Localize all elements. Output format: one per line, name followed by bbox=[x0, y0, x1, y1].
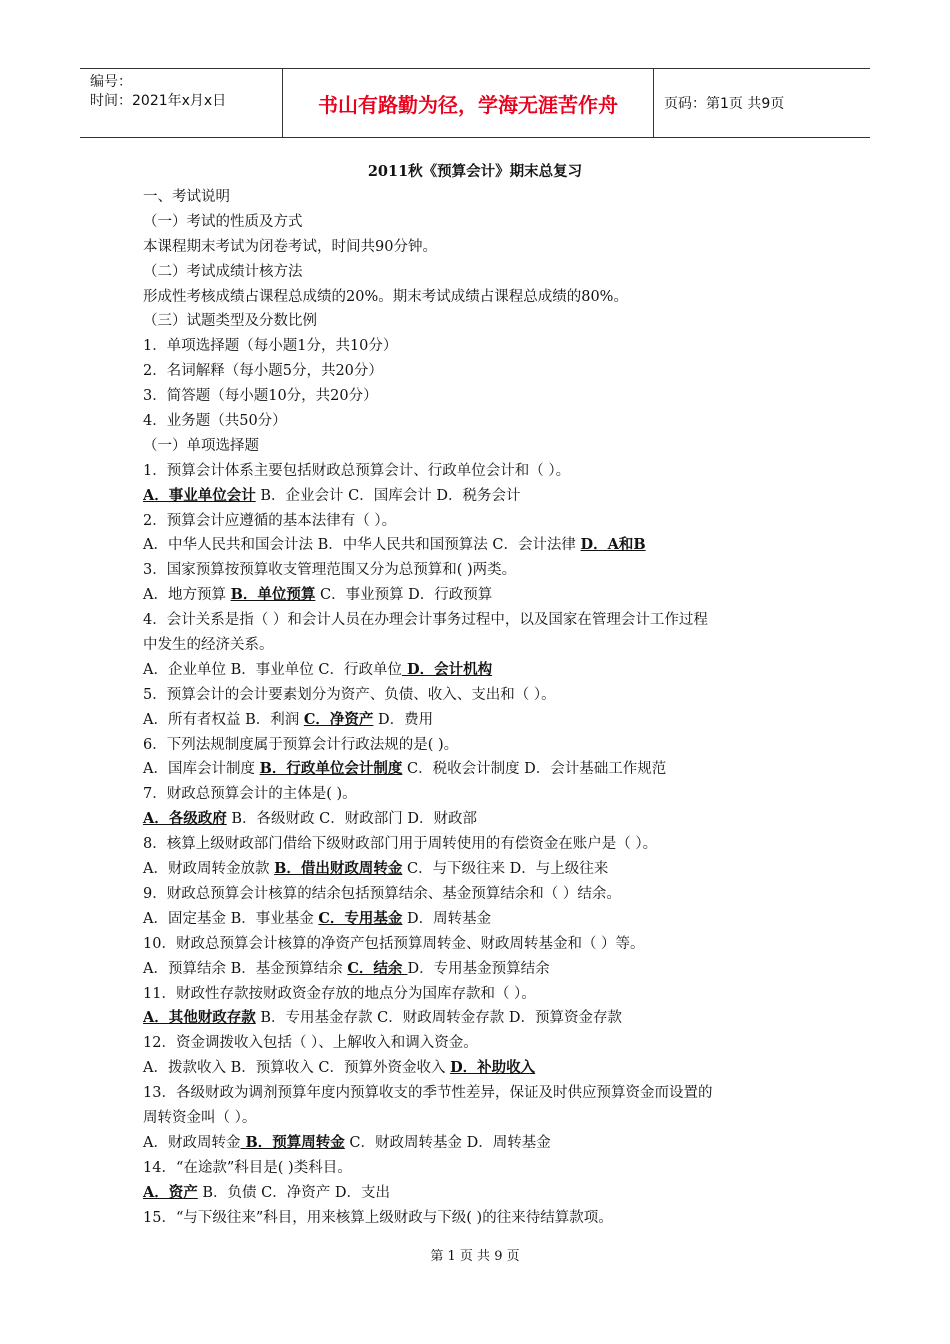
answer-option-text: A．企业单位 B．事业单位 C．行政单位 bbox=[143, 661, 402, 678]
text-line: 5．预算会计的会计要素划分为资产、负债、收入、支出和（ ）。 bbox=[143, 686, 556, 703]
answer-option-text: B．各级财政 C．财政部门 D．财政部 bbox=[226, 811, 477, 828]
answer-option-text: A．所有者权益 B．利润 bbox=[143, 711, 304, 728]
text-line: 3．简答题（每小题10分，共20分） bbox=[143, 388, 378, 405]
text-line: 10．财政总预算会计核算的净资产包括预算周转金、财政周转基金和（ ）等。 bbox=[143, 935, 645, 952]
header-motto: 书山有路勤为径，学海无涯苦作舟 bbox=[282, 69, 654, 137]
text-line: 2．预算会计应遵循的基本法律有（ ）。 bbox=[143, 512, 397, 529]
correct-answer: D．A和B bbox=[580, 536, 646, 554]
text-line: （三）试题类型及分数比例 bbox=[143, 313, 317, 330]
text-line: 9．财政总预算会计核算的结余包括预算结余、基金预算结余和（ ）结余。 bbox=[143, 885, 621, 902]
text-line: 14．“在途款”科目是( )类科目。 bbox=[143, 1159, 352, 1176]
time-label: 时间：2021年x月x日 bbox=[90, 93, 227, 109]
answer-line bbox=[143, 807, 823, 832]
answer-line bbox=[143, 1131, 823, 1156]
correct-answer: D．补助收入 bbox=[450, 1059, 536, 1077]
text-line: 3．国家预算按预算收支管理范围又分为总预算和( )两类。 bbox=[143, 562, 517, 579]
text-line: 1．预算会计体系主要包括财政总预算会计、行政单位会计和（ ）。 bbox=[143, 462, 571, 479]
answer-option-text: A．预算结余 B．基金预算结余 bbox=[143, 960, 348, 977]
answer-option-text: B．专用基金存款 C．财政周转金存款 D．预算资金存款 bbox=[255, 1010, 622, 1027]
answer-option-text: A．固定基金 B．事业基金 bbox=[143, 910, 319, 927]
text-line: 12．资金调拨收入包括（ ）、上解收入和调入资金。 bbox=[143, 1035, 478, 1052]
answer-option-text: A．财政周转金放款 bbox=[143, 861, 275, 878]
answer-line bbox=[143, 1056, 823, 1081]
answer-line bbox=[143, 957, 823, 982]
text-line: （二）考试成绩计核方法 bbox=[143, 263, 303, 280]
text-line: （一）单项选择题 bbox=[143, 437, 259, 454]
answer-line bbox=[143, 1181, 823, 1206]
answer-option-text: A．国库会计制度 bbox=[143, 761, 260, 778]
page-footer: 第 1 页 共 9 页 bbox=[430, 1249, 520, 1264]
answer-option-text: A．拨款收入 B．预算收入 C．预算外资金收入 bbox=[143, 1060, 451, 1077]
answer-option-text: C．财政周转基金 D．周转基金 bbox=[344, 1134, 551, 1151]
header-page-label: 页码：第1页 共9页 bbox=[664, 96, 785, 112]
answer-line bbox=[143, 907, 823, 932]
correct-answer: A．各级政府 bbox=[143, 810, 227, 828]
text-line: 周转资金叫（ ）。 bbox=[143, 1109, 257, 1126]
text-line: 本课程期末考试为闭卷考试，时间共90分钟。 bbox=[143, 238, 437, 255]
correct-answer: B．单位预算 bbox=[230, 586, 316, 604]
correct-answer: B．预算周转金 bbox=[240, 1133, 345, 1151]
answer-option-text: B．企业会计 C．国库会计 D．税务会计 bbox=[255, 487, 521, 504]
text-line: 15．“与下级往来”科目，用来核算上级财政与下级( )的往来待结算款项。 bbox=[143, 1209, 613, 1226]
text-line: 7．财政总预算会计的主体是( )。 bbox=[143, 786, 357, 803]
correct-answer: B．行政单位会计制度 bbox=[259, 760, 403, 778]
answer-line bbox=[143, 757, 823, 782]
number-label: 编号： bbox=[90, 74, 132, 90]
answer-line bbox=[143, 1006, 823, 1031]
text-line: 4．会计关系是指（ ）和会计人员在办理会计事务过程中，以及国家在管理会计工作过程 bbox=[143, 612, 708, 629]
answer-option-text: C．税收会计制度 D．会计基础工作规范 bbox=[402, 761, 667, 778]
answer-option-text: A．财政周转金 bbox=[143, 1134, 241, 1151]
correct-answer: C．结余 bbox=[347, 959, 408, 977]
text-line: 13．各级财政为调剂预算年度内预算收支的季节性差异，保证及时供应预算资金而设置的 bbox=[143, 1085, 713, 1102]
answer-option-text: D．费用 bbox=[373, 711, 434, 728]
correct-answer: A．事业单位会计 bbox=[143, 486, 256, 504]
answer-line bbox=[143, 533, 823, 558]
answer-option-text: C．与下级往来 D．与上级往来 bbox=[402, 861, 609, 878]
answer-line bbox=[143, 857, 823, 882]
document-title: 2011秋《预算会计》期末总复习 bbox=[367, 163, 583, 180]
correct-answer: C．专用基金 bbox=[318, 909, 403, 927]
answer-option-text: D．周转基金 bbox=[402, 910, 492, 927]
answer-option-text: A．中华人民共和国会计法 B．中华人民共和国预算法 C．会计法律 bbox=[143, 537, 581, 554]
text-line: 11．财政性存款按财政资金存放的地点分为国库存款和（ ）。 bbox=[143, 985, 536, 1002]
answer-line bbox=[143, 658, 823, 683]
text-line: 6．下列法规制度属于预算会计行政法规的是( )。 bbox=[143, 736, 459, 753]
correct-answer: C．净资产 bbox=[303, 710, 374, 728]
correct-answer: A．其他财政存款 bbox=[143, 1009, 256, 1027]
correct-answer: D．会计机构 bbox=[401, 660, 493, 678]
answer-option-text: C．事业预算 D．行政预算 bbox=[315, 587, 493, 604]
text-line: 4．业务题（共50分） bbox=[143, 413, 287, 430]
correct-answer: A．资产 bbox=[143, 1183, 198, 1201]
text-line: （一）考试的性质及方式 bbox=[143, 213, 303, 230]
text-line: 形成性考核成绩占课程总成绩的20%。期末考试成绩占课程总成绩的80%。 bbox=[143, 288, 628, 305]
text-line: 1．单项选择题（每小题1分，共10分） bbox=[143, 338, 398, 355]
correct-answer: B．借出财政周转金 bbox=[274, 860, 403, 878]
text-line: 8．核算上级财政部门借给下级财政部门用于周转使用的有偿资金在账户是（ ）。 bbox=[143, 836, 658, 853]
answer-line bbox=[143, 708, 823, 733]
text-line: 2．名词解释（每小题5分，共20分） bbox=[143, 363, 383, 380]
answer-option-text: A．地方预算 bbox=[143, 587, 231, 604]
header-meta bbox=[80, 69, 282, 137]
answer-line bbox=[143, 583, 823, 608]
answer-option-text: B．负债 C．净资产 D．支出 bbox=[197, 1184, 390, 1201]
text-line: 中发生的经济关系。 bbox=[143, 637, 274, 654]
answer-option-text: D．专用基金预算结余 bbox=[407, 960, 550, 977]
answer-line bbox=[143, 484, 823, 509]
text-line: 一、考试说明 bbox=[143, 189, 230, 205]
document-body bbox=[143, 185, 823, 1230]
page-header bbox=[80, 68, 870, 138]
